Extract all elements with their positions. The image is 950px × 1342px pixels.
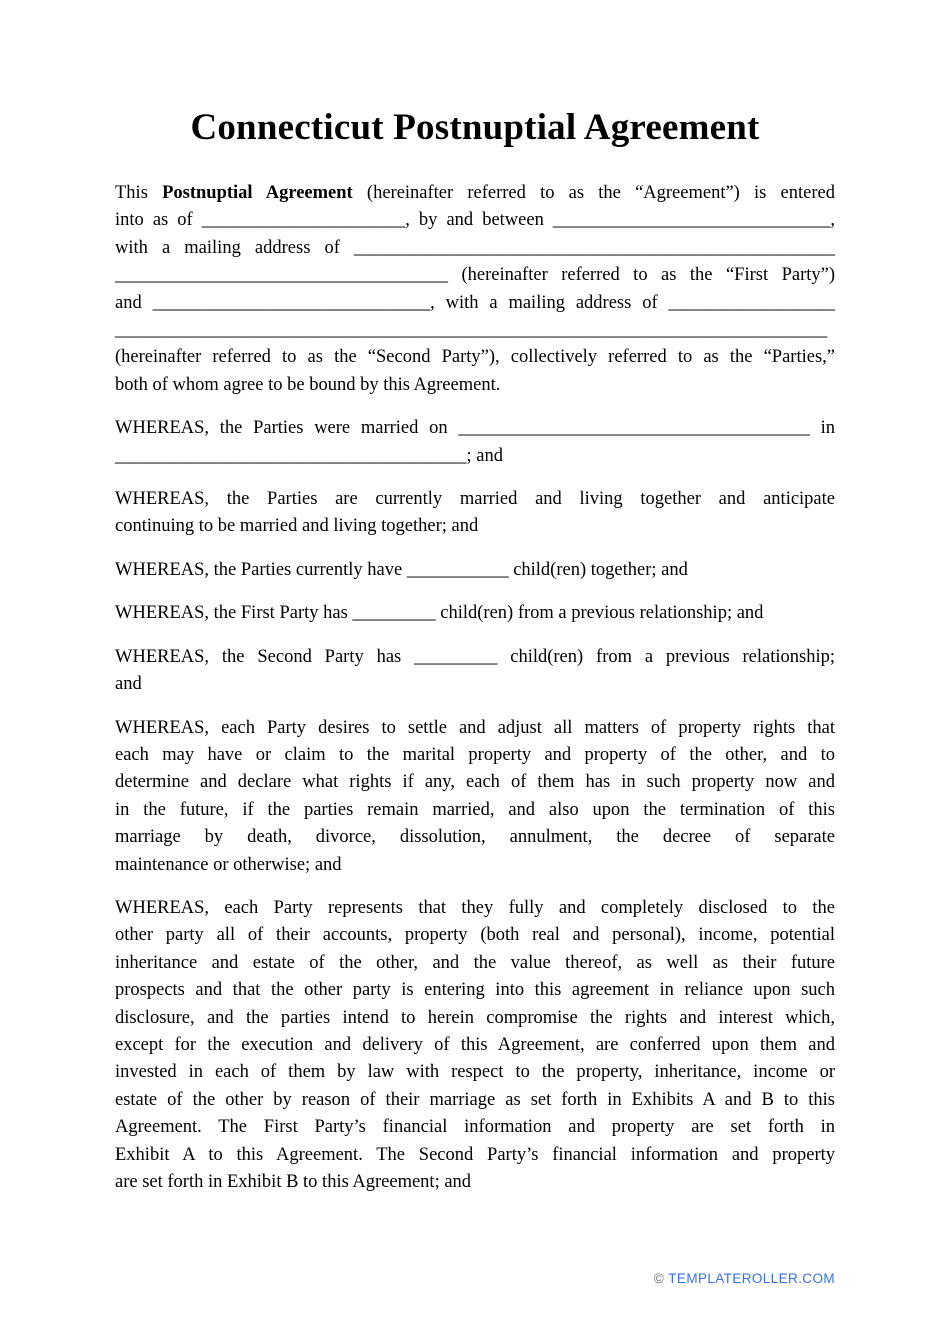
document-line (115, 207, 835, 234)
document-line (115, 1087, 835, 1114)
document-line (115, 797, 835, 824)
text-segment: maintenance or otherwise; and (115, 854, 342, 875)
document-line (115, 1005, 835, 1032)
document-line (115, 415, 835, 442)
document-line (115, 671, 835, 698)
document-line (115, 235, 835, 262)
text-segment: in (809, 418, 835, 439)
blank-field: ______________________ (201, 210, 406, 231)
blank-field: _________ (352, 603, 436, 624)
text-segment: with a mailing address of (115, 237, 354, 258)
document-title: Connecticut Postnuptial Agreement (190, 107, 760, 148)
blank-field: __________________ (668, 292, 835, 313)
text-segment: Agreement. The First Party’s financial information and property are set forth in (115, 1117, 835, 1138)
document-line (115, 290, 835, 317)
text-segment: ; and (466, 445, 503, 466)
blank-field: ___________ (406, 559, 509, 580)
document-line (115, 922, 835, 949)
document-line (115, 317, 835, 344)
document-line (115, 557, 835, 584)
document-line (115, 443, 835, 470)
paragraph (115, 600, 835, 627)
templateroller-link[interactable]: TEMPLATEROLLER.COM (668, 1271, 835, 1286)
text-segment: child(ren) from a previous relationship; (497, 646, 835, 667)
paragraph (115, 715, 835, 879)
text-segment: other party all of their accounts, property (both real and personal), income, potential (115, 925, 835, 946)
text-segment: inheritance and estate of the other, and the value thereof, as well as their future (115, 952, 835, 973)
paragraph (115, 644, 835, 699)
document-line (115, 513, 835, 540)
text-segment: This (115, 183, 163, 203)
text-segment: (hereinafter referred to as the “Agreement”) is entered (352, 183, 835, 203)
text-segment: invested in each of them by law with respect to the property, inheritance, income or (115, 1062, 835, 1083)
document-line (115, 486, 835, 513)
text-segment: child(ren) from a previous relationship; and (435, 603, 764, 624)
document-line (115, 1114, 835, 1141)
document-line (115, 742, 835, 769)
document-line (115, 344, 835, 371)
bold-text: Postnuptial Agreement (162, 183, 353, 203)
text-segment: WHEREAS, the Parties currently have (115, 559, 407, 580)
text-segment: WHEREAS, the Parties are currently married and living together and anticipate (115, 489, 835, 510)
document-line (115, 372, 835, 399)
text-segment: marriage by death, divorce, dissolution, annulment, the decree of separate (115, 827, 835, 848)
paragraph (115, 557, 835, 584)
page-footer (654, 1271, 835, 1286)
text-segment: and (115, 674, 142, 695)
text-segment: in the future, if the parties remain married, and also upon the termination of this (115, 799, 835, 820)
text-segment: determine and declare what rights if any, each of them has in such property now and (115, 772, 835, 793)
text-segment: prospects and that the other party is entering into this agreement in reliance upon such (115, 980, 835, 1001)
text-segment: , (830, 210, 835, 231)
text-segment: Exhibit A to this Agreement. The Second Party’s financial information and property (115, 1144, 835, 1165)
document-line (115, 977, 835, 1004)
text-segment: , by and between (405, 210, 553, 231)
blank-field: ______________________________________ (115, 445, 467, 466)
text-segment: disclosure, and the parties intend to herein compromise the rights and interest which, (115, 1007, 835, 1028)
document-line (115, 852, 835, 879)
paragraph (115, 180, 835, 399)
document-line (115, 895, 835, 922)
text-segment: , with a mailing address of (430, 292, 669, 313)
document-line (115, 1142, 835, 1169)
text-segment: estate of the other by reason of their marriage as set forth in Exhibits A and B to this (115, 1089, 835, 1110)
document-line (115, 180, 835, 207)
text-segment: WHEREAS, each Party represents that they fully and completely disclosed to the (115, 897, 835, 918)
text-segment: WHEREAS, the First Party has (115, 603, 353, 624)
text-segment: except for the execution and delivery of this Agreement, are conferred upon them and (115, 1034, 835, 1055)
text-segment: (hereinafter referred to as the “First Party”) (448, 265, 835, 286)
text-segment: WHEREAS, each Party desires to settle and adjust all matters of property rights that (115, 717, 835, 738)
blank-field: ____________________________________________________ (354, 237, 835, 258)
blank-field: ____________________________________ (115, 265, 448, 286)
document-line (115, 715, 835, 742)
document-line (115, 600, 835, 627)
text-segment: WHEREAS, the Parties were married on (115, 418, 459, 439)
text-segment: WHEREAS, the Second Party has (115, 646, 415, 667)
document-line (115, 644, 835, 671)
text-segment: child(ren) together; and (508, 559, 688, 580)
blank-field: ______________________________ (152, 292, 431, 313)
text-segment: each may have or claim to the marital property and property of the other, and to (115, 744, 835, 765)
text-segment: (hereinafter referred to as the “Second Party”), collectively referred to as the “Parties,” (115, 347, 835, 368)
paragraph (115, 486, 835, 541)
document-body (115, 180, 835, 1196)
paragraph (115, 415, 835, 470)
document-line (115, 769, 835, 796)
document-line (115, 1059, 835, 1086)
blank-field: ______________________________________ (458, 418, 810, 439)
paragraph (115, 895, 835, 1196)
document-line (115, 824, 835, 851)
document-line (115, 1032, 835, 1059)
text-segment: continuing to be married and living together; and (115, 516, 479, 537)
text-segment: into as of (115, 210, 202, 231)
text-segment: both of whom agree to be bound by this Agreement. (115, 374, 501, 395)
text-segment: and (115, 292, 153, 313)
blank-field: _________ (414, 646, 498, 667)
text-segment: are set forth in Exhibit B to this Agreement; and (115, 1172, 472, 1192)
document-line (115, 262, 835, 289)
blank-field: ______________________________ (552, 210, 831, 231)
document-line (115, 950, 835, 977)
document-line (115, 1169, 835, 1196)
blank-field: _____________________________________________________________________________ (115, 320, 828, 341)
copyright-symbol: © (653, 1271, 665, 1286)
